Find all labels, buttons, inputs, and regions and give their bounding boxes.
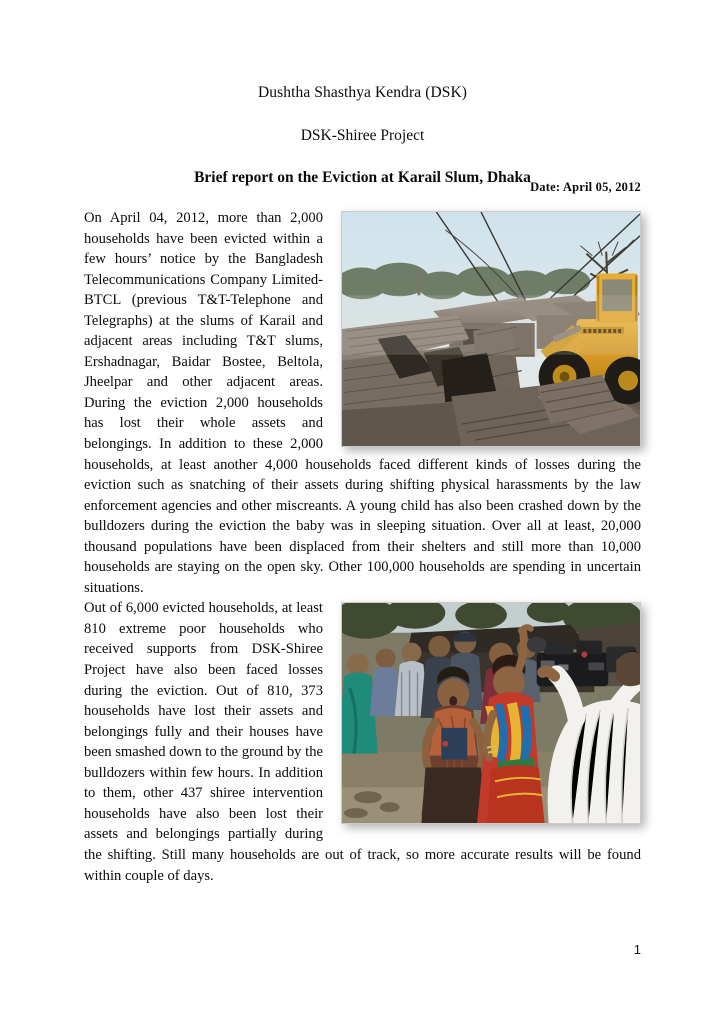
paragraph-2: Out of 6,000 evicted households, at least 810 extreme poor households who received supports from DSK-Shiree Project have also been faced losses during the eviction. Out of 810, 373 households have lost their assets and belongings fully and their houses have been smashed down to the ground by the bulldozers within few hours. In addition to them, other 437 shiree intervention households have also been lost their assets and belongings partially during the shifting. Still many households are out of track, so more accurate results will be found within couple of days. [84, 600, 641, 884]
photo-evicted-women-interview [341, 602, 641, 824]
paragraph-1: On April 04, 2012, more than 2,000 households have been evicted within a few hours’ notice by the Bangladesh Telecommunications Company Limited- BTCL (previous T&T-Telephone and Telegraphs) at the slums of Karail and adjacent areas including T&T slums, Ershadnagar, Baidar Bostee, Beltola, Jheelpar and other adjacent areas. During the eviction 2,000 households has lost their whole assets and belongings. In addition to these 2,000 households, at least another 4,000 households faced different kinds of losses during the eviction such as snatching of their assets during shifting physical harassments by the law enforcement agencies and other miscreants. A young child has also been crashed down by the bulldozers during the eviction the baby was in sleeping situation. Over all at least, 20,000 thousand populations have been displaced from their shelters and still more than 10,000 households are staying on the open sky. Other 100,000 households are spending in uncertain situations. [84, 210, 641, 596]
document-header [84, 84, 641, 188]
page-title: Brief report on the Eviction at Karail Slum, Dhaka [194, 169, 531, 187]
document-body [84, 208, 641, 886]
photo-frame [341, 602, 641, 824]
bulldozer-demolition-illustration [342, 212, 640, 446]
organization-name: Dushtha Shasthya Kendra (DSK) [257, 84, 468, 101]
photo-frame [341, 211, 641, 447]
photo-bulldozer-demolition [341, 211, 641, 447]
report-date: Date: April 05, 2012 [530, 180, 641, 194]
page-number: 1 [633, 942, 641, 957]
evicted-women-interview-illustration [342, 603, 640, 823]
project-name: DSK-Shiree Project [300, 126, 425, 144]
